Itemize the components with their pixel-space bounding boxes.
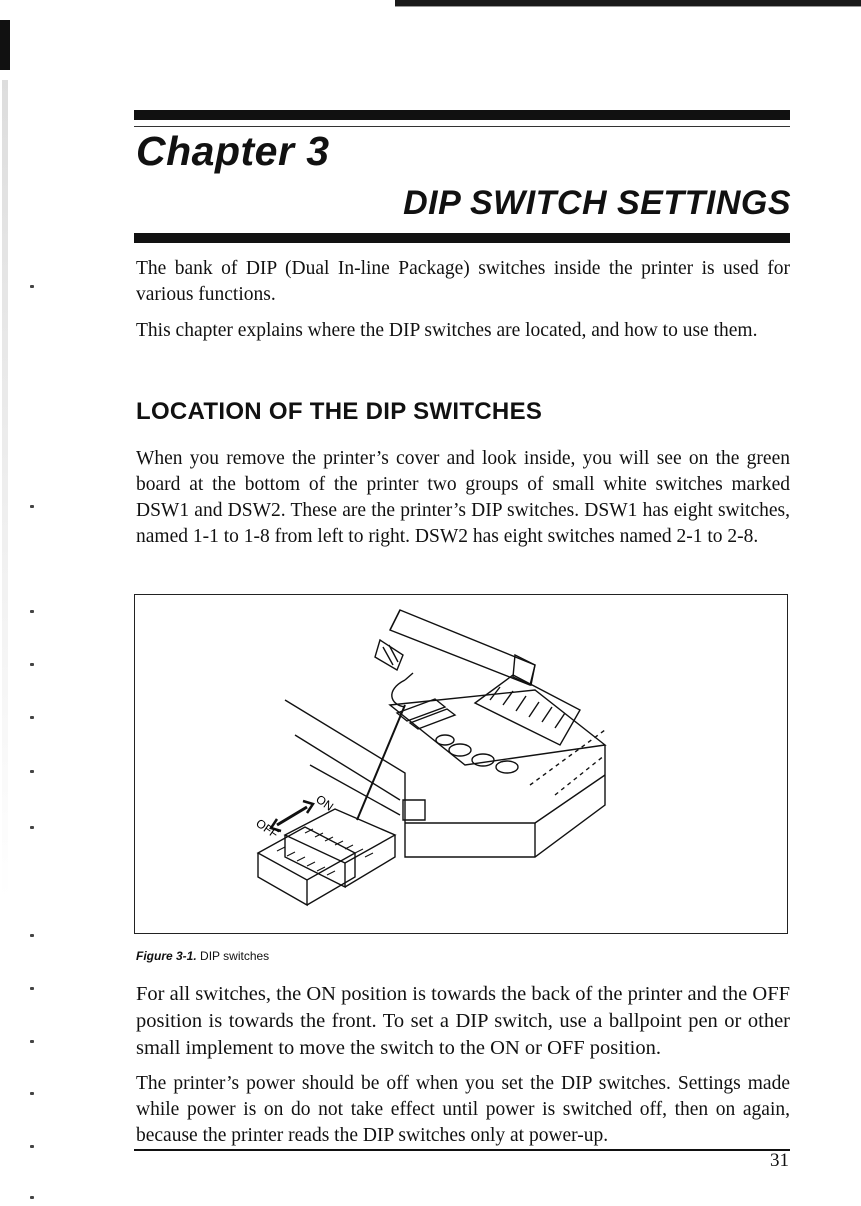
footer-rule <box>134 1149 790 1151</box>
scan-edge-top-thin <box>395 6 861 7</box>
scan-speck <box>30 987 34 990</box>
scan-speck <box>30 934 34 937</box>
scan-speck <box>30 1196 34 1199</box>
chapter-title: DIP SWITCH SETTINGS <box>403 184 791 222</box>
figure-caption-label: Figure 3-1. <box>136 949 197 963</box>
scan-speck <box>30 663 34 666</box>
section-body: When you remove the printer’s cover and look inside, you will see on the green board at the bottom of the printer two groups of small white switches marked DSW1 and DSW2. These are the printer’s DIP switches. DSW1 has eight switches, named 1-1 to 1-8 from left to right. DSW2 has eight switches named 2-1 to 2-8. <box>136 448 790 547</box>
figure-caption <box>136 949 269 963</box>
chapter-label: Chapter 3 <box>136 128 330 174</box>
figure-caption-text: DIP switches <box>200 949 270 963</box>
intro-paragraph-1: The bank of DIP (Dual In-line Package) switches inside the printer is used for various functions. <box>136 258 790 305</box>
switch-position-paragraph: For all switches, the ON position is towards the back of the printer and the OFF position is towards the front. To set a DIP switch, use a ballpoint pen or other small implement to move the switch to the ON or OFF position. <box>136 983 790 1059</box>
scan-speck <box>30 1092 34 1095</box>
intro-paragraph-2: This chapter explains where the DIP switches are located, and how to use them. <box>136 320 758 341</box>
scan-speck <box>30 826 34 829</box>
scan-speck <box>30 1145 34 1148</box>
section-heading: LOCATION OF THE DIP SWITCHES <box>136 398 543 425</box>
power-note-paragraph: The printer’s power should be off when you set the DIP switches. Settings made while power is on do not take effect until power is switched off, then on again, because the printer reads the DIP switches only at power-up. <box>136 1073 790 1146</box>
scan-edge-left <box>0 20 12 900</box>
printer-illustration <box>135 595 788 934</box>
scan-speck <box>30 610 34 613</box>
scan-speck <box>30 770 34 773</box>
scan-speck <box>30 285 34 288</box>
label-on: ON <box>313 791 337 814</box>
figure-dip-switches <box>134 594 788 934</box>
label-off: OFF <box>253 815 281 842</box>
header-rule-bottom <box>134 233 790 243</box>
scan-speck <box>30 716 34 719</box>
scan-speck <box>30 505 34 508</box>
header-rule-thin <box>134 126 790 127</box>
page-number: 31 <box>770 1150 789 1171</box>
header-rule-top <box>134 110 790 120</box>
scan-speck <box>30 1040 34 1043</box>
